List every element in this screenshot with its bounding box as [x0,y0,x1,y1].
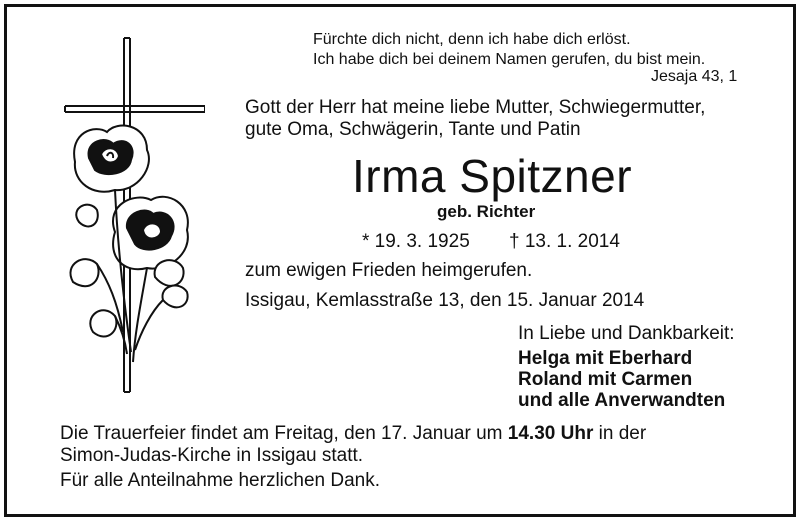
place-date: Issigau, Kemlasstraße 13, den 15. Januar 2014 [245,290,645,311]
intro-line-1: Gott der Herr hat meine liebe Mutter, Schwiegermutter, [245,97,706,118]
verse-reference: Jesaja 43, 1 [651,68,738,85]
thanks-text: Für alle Anteilnahme herzlichen Dank. [60,470,381,491]
death-date: † 13. 1. 2014 [509,231,620,252]
funeral-line-2: Simon-Judas-Kirche in Issigau statt. [60,445,364,466]
funeral-line-1 [60,424,646,443]
mourner-name: Roland mit Carmen [518,369,693,390]
deceased-name: Irma Spitzner [352,150,633,202]
mourners-heading: In Liebe und Dankbarkeit: [518,323,735,344]
verse-line-2: Ich habe dich bei deinem Namen gerufen, du bist mein. [313,51,706,68]
funeral-text-after: in der [598,423,647,444]
funeral-time: 14.30 Uhr [507,423,594,444]
funeral-text-before: Die Trauerfeier findet am Freitag, den 17. Januar um [60,423,503,444]
birth-date: * 19. 3. 1925 [362,231,470,252]
mourner-name: Helga mit Eberhard [518,348,693,369]
cross-with-roses-icon [55,32,205,400]
verse-line-1: Fürchte dich nicht, denn ich habe dich erlöst. [313,31,631,48]
maiden-name: geb. Richter [437,202,536,221]
intro-line-2: gute Oma, Schwägerin, Tante und Patin [245,119,581,140]
called-home-text: zum ewigen Frieden heimgerufen. [245,260,533,281]
mourner-name: und alle Anverwandten [518,390,726,411]
